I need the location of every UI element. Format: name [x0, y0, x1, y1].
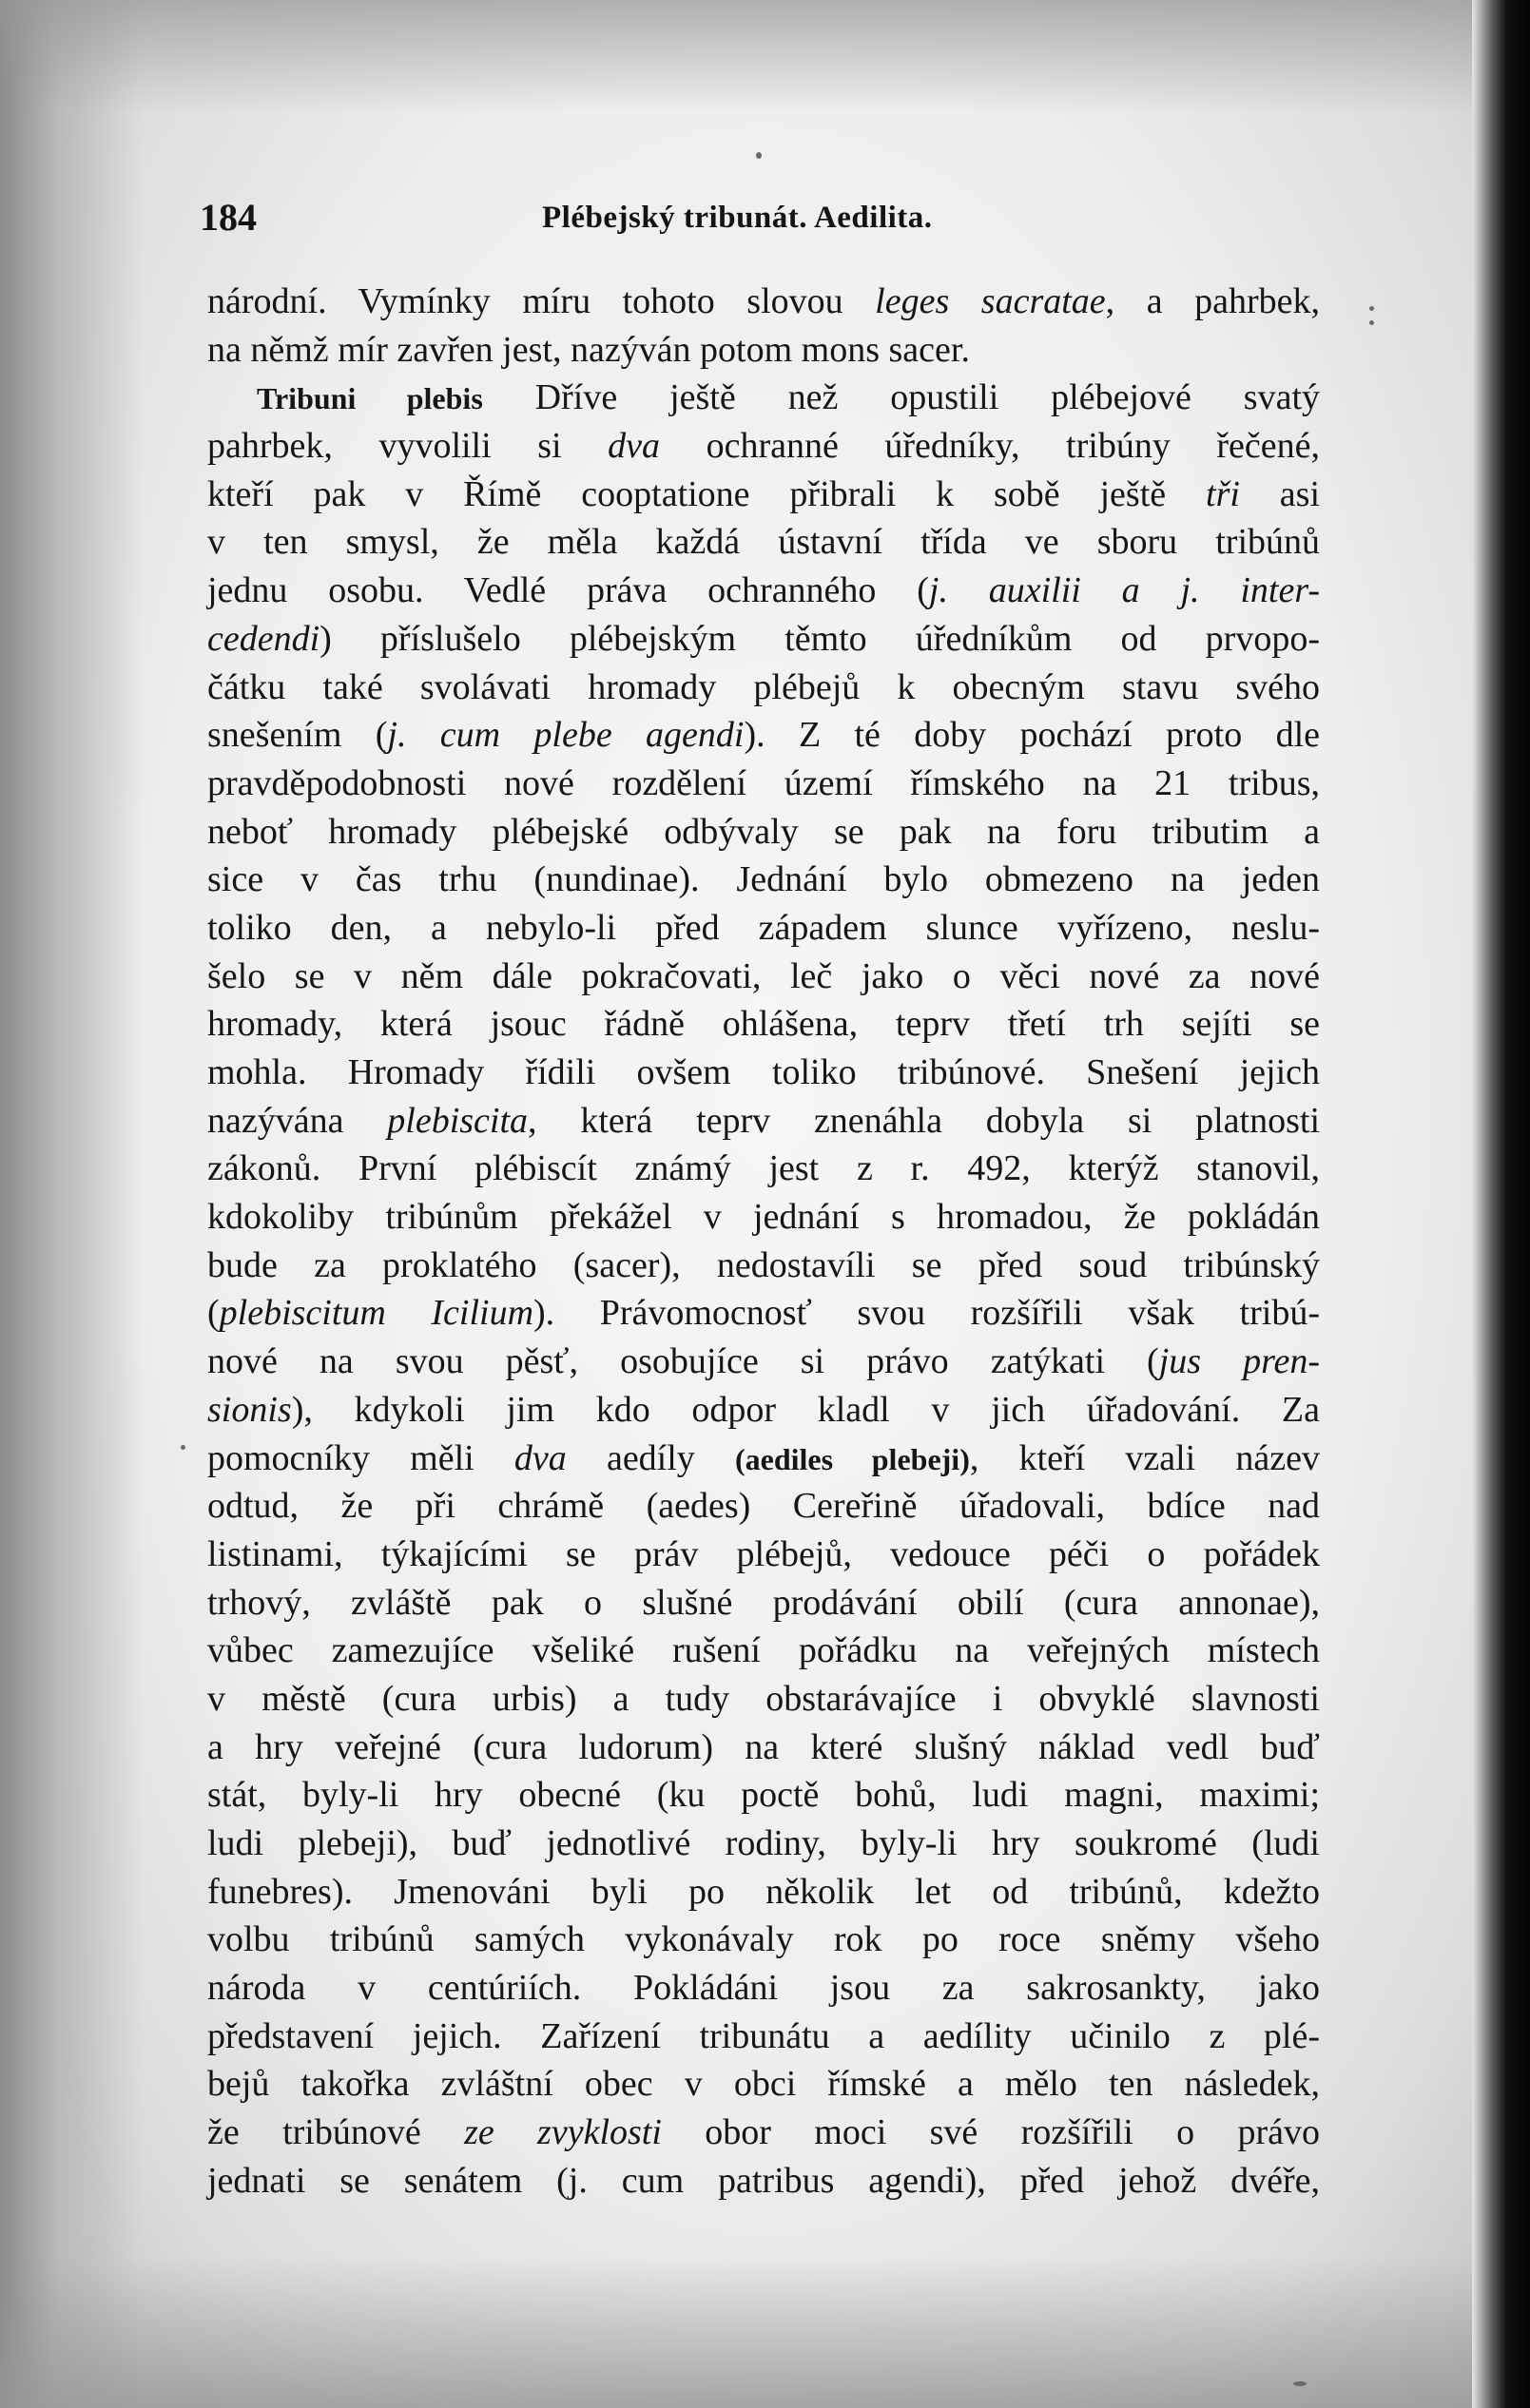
text-line: [207, 1820, 1320, 1868]
italic-text: j. cum plebe agendi: [387, 715, 745, 756]
text-run: zákonů. První plébiscít známý jest z r. 492, kterýž stanovil,: [207, 1148, 1320, 1189]
text-run: toliko den, a nebylo-li před západem slunce vyřízeno, neslu-: [207, 907, 1320, 948]
text-line: [207, 904, 1320, 953]
italic-text: leges sacratae: [875, 281, 1106, 321]
speck: [1369, 306, 1374, 311]
text-run: nové na svou pěsť, osobujíce si právo zatýkati (: [207, 1341, 1159, 1382]
text-run: ludi plebeji), buď jednotlivé rodiny, byly-li hry soukromé (ludi: [207, 1823, 1320, 1863]
left-shadow: [0, 0, 143, 2408]
text-line: [207, 2109, 1320, 2157]
running-title: Plébejský tribunát. Aedilita.: [542, 201, 933, 235]
marginal-heading: Tribuni plebis: [257, 381, 483, 416]
text-run: , a pahrbek,: [1105, 281, 1320, 321]
text-run: stát, byly-li hry obecné (ku poctě bohů, ludi magni, maximi;: [207, 1775, 1320, 1816]
body-text: [207, 278, 1320, 2206]
text-run: ). Z té doby pochází proto dle: [744, 715, 1320, 756]
text-line: [207, 1579, 1320, 1628]
text-run: ) příslušelo plébejským těmto úředníkům od prvopo-: [320, 618, 1320, 659]
text-run: (: [207, 1293, 220, 1334]
text-run: , která teprv znenáhla dobyla si platnosti: [528, 1100, 1320, 1141]
text-line: [207, 567, 1320, 615]
text-run: , kteří vzali název: [969, 1437, 1320, 1478]
text-run: Dříve ještě než opustili plébejové svatý: [482, 377, 1320, 418]
text-line: [207, 1097, 1320, 1146]
text-line: [207, 2013, 1320, 2061]
text-line: [207, 1964, 1320, 2013]
text-line: [207, 1627, 1320, 1675]
italic-text: jus pren-: [1158, 1341, 1320, 1382]
italic-text: sionis: [207, 1389, 292, 1430]
text-line: [207, 278, 1320, 326]
text-run: asi: [1239, 473, 1320, 514]
text-run: funebres). Jmenováni byli po několik let od tribúnů, kdežto: [207, 1871, 1320, 1912]
text-run: bude za proklatého (sacer), nedostavíli se před soud tribúnský: [207, 1244, 1320, 1285]
text-run: ). Právomocnosť svou rozšířili však tribú-: [533, 1293, 1320, 1334]
text-line: [207, 1289, 1320, 1338]
text-line: [207, 953, 1320, 1001]
italic-text: cedendi: [207, 618, 320, 659]
text-run: volbu tribúnů samých vykonávaly rok po roce sněmy všeho: [207, 1919, 1320, 1960]
text-line: [207, 1338, 1320, 1386]
text-run: odtud, že při chrámě (aedes) Cereřině úřadovali, bdíce nad: [207, 1486, 1320, 1527]
text-run: jednu osobu. Vedlé práva ochranného (: [207, 570, 929, 611]
text-line: [207, 1386, 1320, 1435]
text-run: ochranné úředníky, tribúny řečené,: [660, 426, 1320, 467]
text-run: národní. Vymínky míru tohoto slovou: [207, 281, 876, 321]
text-run: mohla. Hromady řídili ovšem toliko tribúnové. Snešení jejich: [207, 1052, 1320, 1092]
speck: [1293, 2381, 1307, 2386]
text-line: [207, 711, 1320, 760]
text-line: [207, 1724, 1320, 1772]
italic-text: dva: [513, 1437, 567, 1478]
text-line: [207, 374, 1320, 422]
text-run: představení jejich. Zařízení tribunátu a aedílity učinilo z plé-: [207, 2015, 1320, 2056]
text-line: [207, 422, 1320, 471]
text-line: [207, 856, 1320, 904]
text-line: [207, 1531, 1320, 1579]
text-line: [207, 1193, 1320, 1242]
text-line: [207, 1145, 1320, 1193]
text-run: snešením (: [207, 715, 388, 756]
text-line: [207, 1242, 1320, 1290]
text-line: [207, 1916, 1320, 1964]
running-header: [200, 195, 1341, 252]
text-run: pravděpodobnosti nové rozdělení území římského na 21 tribus,: [207, 762, 1320, 803]
text-line: [207, 2060, 1320, 2109]
text-run: kteří pak v Římě cooptatione přibrali k sobě ještě: [207, 473, 1207, 514]
italic-text: tři: [1206, 473, 1240, 514]
text-line: [207, 471, 1320, 519]
italic-text: dva: [608, 426, 661, 467]
text-line: [207, 1675, 1320, 1724]
text-run: čátku také svolávati hromady plébejů k obecným stavu svého: [207, 666, 1320, 707]
italic-text: ze zvyklosti: [464, 2112, 662, 2153]
italic-text: plebiscita: [387, 1100, 529, 1141]
text-line: [207, 518, 1320, 567]
binding-edge: [1472, 0, 1530, 2408]
text-line: [207, 1868, 1320, 1917]
text-run: nazývána: [207, 1100, 388, 1141]
text-run: aedíly: [566, 1437, 735, 1478]
text-run: národa v centúriích. Pokládáni jsou za sakrosankty, jako: [207, 1968, 1320, 2009]
text-run: pahrbek, vyvolili si: [207, 426, 609, 467]
marginal-heading: (aediles plebeji): [734, 1441, 970, 1476]
text-run: listinami, týkajícími se práv plébejů, vedouce péči o pořádek: [207, 1533, 1320, 1574]
top-shadow: [0, 0, 1530, 114]
italic-text: j. auxilii a j. inter-: [928, 570, 1321, 611]
text-line: [207, 1771, 1320, 1820]
italic-text: plebiscitum Icilium: [219, 1293, 534, 1334]
text-run: šelo se v něm dále pokračovati, leč jako o věci nové za nové: [207, 955, 1320, 996]
text-run: a hry veřejné (cura ludorum) na které slušný náklad vedl buď: [207, 1726, 1320, 1767]
text-run: pomocníky měli: [207, 1437, 514, 1478]
speck: [756, 152, 762, 159]
speck: [181, 1445, 185, 1450]
text-run: obor moci své rozšířili o právo: [661, 2112, 1320, 2153]
text-line: [207, 1482, 1320, 1531]
text-line: [207, 2157, 1320, 2206]
speck: [1369, 320, 1374, 325]
text-run: neboť hromady plébejské odbývaly se pak na foru tributim a: [207, 811, 1320, 852]
text-line: [207, 760, 1320, 808]
text-run: kdokoliby tribúnům překážel v jednání s hromadou, že pokládán: [207, 1197, 1320, 1238]
text-run: sice v čas trhu (nundinae). Jednání bylo obmezeno na jeden: [207, 859, 1320, 900]
text-line: [207, 808, 1320, 857]
text-run: v ten smysl, že měla každá ústavní třída ve sboru tribúnů: [207, 522, 1320, 563]
text-run: jednati se senátem (j. cum patribus agendi), před jehož dvéře,: [207, 2160, 1320, 2201]
text-line: [207, 326, 1320, 375]
text-run: ), kdykoli jim kdo odpor kladl v jich úřadování. Za: [291, 1389, 1320, 1430]
text-run: hromady, která jsouc řádně ohlášena, teprv třetí trh sejíti se: [207, 1004, 1320, 1045]
text-line: [207, 1435, 1320, 1483]
text-line: [207, 1049, 1320, 1097]
text-run: že tribúnové: [207, 2112, 465, 2153]
text-run: v městě (cura urbis) a tudy obstarávajíce i obvyklé slavnosti: [207, 1678, 1320, 1719]
text-line: [207, 664, 1320, 712]
text-run: bejů takořka zvláštní obec v obci římské a mělo ten následek,: [207, 2064, 1320, 2105]
text-run: na němž mír zavřen jest, nazýván potom mons sacer.: [207, 329, 970, 370]
text-run: trhový, zvláště pak o slušné prodávání obilí (cura annonae),: [207, 1582, 1320, 1623]
page-number: 184: [200, 196, 257, 239]
text-line: [207, 615, 1320, 664]
text-line: [207, 1000, 1320, 1049]
text-run: vůbec zamezujíce všeliké rušení pořádku na veřejných místech: [207, 1630, 1320, 1671]
